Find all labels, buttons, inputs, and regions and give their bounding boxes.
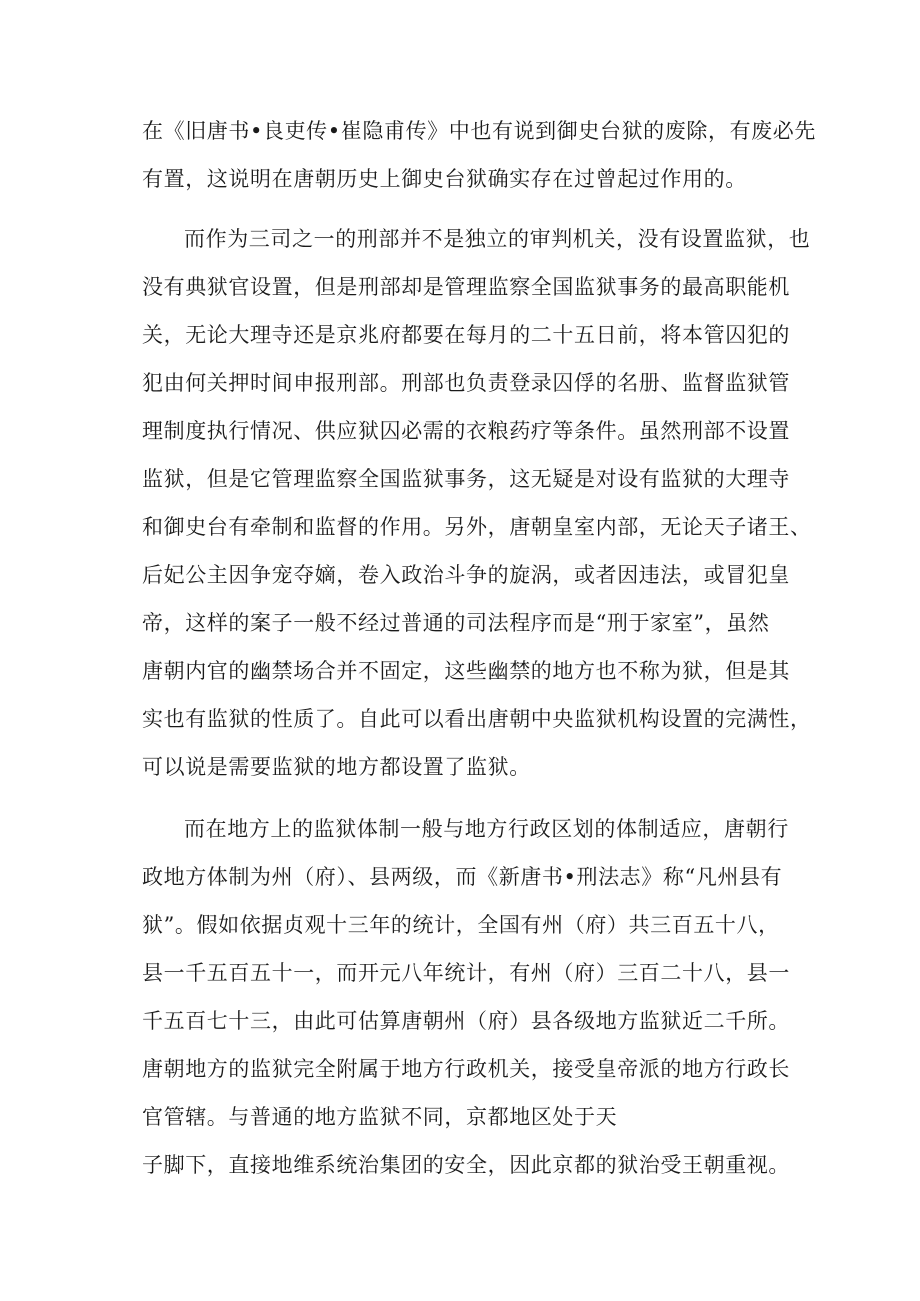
text-line: 而作为三司之一的刑部并不是独立的审判机关，没有设置监狱，也 (184, 227, 811, 251)
text-line: 和御史台有牵制和监督的作用。另外，唐朝皇室内部，无论天子诸王、 (142, 515, 812, 539)
text-line: 理制度执行情况、供应狱囚必需的衣粮药疗等条件。虽然刑部不设置 (142, 419, 790, 443)
text-line: 监狱，但是它管理监察全国监狱事务，这无疑是对设有监狱的大理寺 (142, 467, 790, 491)
text-line: 有置，这说明在唐朝历史上御史台狱确实存在过曾起过作用的。 (142, 167, 747, 191)
text-line: 官管辖。与普通的地方监狱不同，京都地区处于天 (142, 1105, 618, 1129)
text-line: 唐朝内官的幽禁场合并不固定，这些幽禁的地方也不称为狱，但是其 (142, 659, 790, 683)
text-line: 在《旧唐书•良吏传•崔隐甫传》中也有说到御史台狱的废除，有废必先 (142, 119, 816, 143)
text-line: 后妃公主因争宠夺嫡，卷入政治斗争的旋涡，或者因违法，或冒犯皇 (142, 563, 790, 587)
text-line: 唐朝地方的监狱完全附属于地方行政机关，接受皇帝派的地方行政长 (142, 1057, 790, 1081)
text-line: 千五百七十三，由此可估算唐朝州（府）县各级地方监狱近二千所。 (142, 1009, 790, 1033)
text-line: 政地方体制为州（府）、县两级，而《新唐书•刑法志》称“凡州县有 (142, 865, 783, 889)
text-line: 县一千五百五十一，而开元八年统计，有州（府）三百二十八，县一 (142, 961, 790, 985)
text-line: 帝，这样的案子一般不经过普通的司法程序而是“刑于家室”，虽然 (142, 611, 770, 635)
text-line: 而在地方上的监狱体制一般与地方行政区划的体制适应，唐朝行 (184, 817, 789, 841)
text-line: 狱”。假如依据贞观十三年的统计，全国有州（府）共三百五十八， (142, 913, 780, 937)
text-line: 可以说是需要监狱的地方都设置了监狱。 (142, 755, 531, 779)
text-line: 子脚下，直接地维系统治集团的安全，因此京都的狱治受王朝重视。 (142, 1153, 790, 1177)
text-line: 犯由何关押时间申报刑部。刑部也负责登录囚俘的名册、监督监狱管 (142, 371, 790, 395)
text-line: 关，无论大理寺还是京兆府都要在每月的二十五日前，将本管囚犯的 (142, 323, 790, 347)
text-line: 实也有监狱的性质了。自此可以看出唐朝中央监狱机构设置的完满性， (142, 707, 812, 731)
text-line: 没有典狱官设置，但是刑部却是管理监察全国监狱事务的最高职能机 (142, 275, 790, 299)
